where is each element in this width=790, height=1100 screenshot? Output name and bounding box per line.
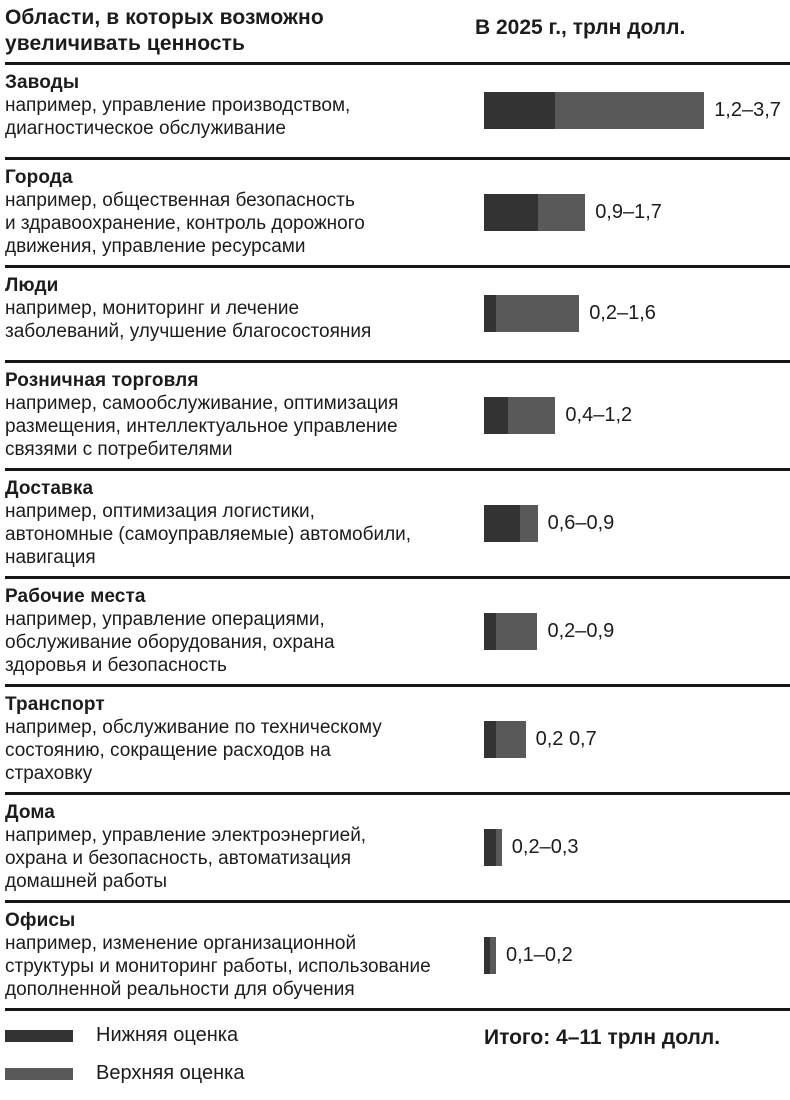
row-bar-area <box>484 477 790 569</box>
row-description-line: например, управление операциями, <box>5 609 325 630</box>
row-description-line: навигация <box>5 547 96 568</box>
row-description <box>5 824 478 893</box>
row-description <box>5 189 478 258</box>
row-description-line: охрана и безопасность, автоматизация <box>5 848 352 869</box>
row-category: Города <box>5 167 73 188</box>
estimate-bar <box>484 295 579 332</box>
legend <box>5 1024 484 1100</box>
row-category: Доставка <box>5 478 94 499</box>
row-category: Рабочие места <box>5 586 146 607</box>
row-category: Дома <box>5 802 55 823</box>
row-description-line: например, оптимизация логистики, <box>5 501 315 522</box>
estimate-bar <box>484 194 585 231</box>
row-bar-area <box>484 369 790 461</box>
estimate-bar <box>484 613 537 650</box>
chart-header <box>5 5 790 62</box>
upper-estimate-segment <box>496 295 579 332</box>
upper-estimate-swatch <box>5 1068 73 1080</box>
bar-value-label: 0,2 0,7 <box>535 727 597 750</box>
row-description-line: например, изменение организационной <box>5 933 357 954</box>
bar-value-label: 0,2–0,9 <box>547 619 615 642</box>
row-description-line: домашней работы <box>5 871 168 892</box>
row-text <box>5 477 484 569</box>
estimate-bar <box>484 721 526 758</box>
row-description-line: структуры и мониторинг работы, использование <box>5 956 431 977</box>
row-description <box>5 392 478 461</box>
row-text <box>5 166 484 258</box>
bar-value-label: 1,2–3,7 <box>714 99 781 121</box>
table-row <box>5 900 790 1008</box>
table-row <box>5 684 790 792</box>
row-description-line: например, мониторинг и лечение <box>5 298 300 319</box>
upper-estimate-label: Верхняя оценка <box>96 1062 245 1084</box>
row-category: Люди <box>5 275 59 296</box>
row-bar-area <box>484 166 790 258</box>
row-bar-area <box>484 274 790 353</box>
upper-estimate-segment <box>508 397 556 434</box>
row-description-line: связями с потребителями <box>5 439 233 460</box>
lower-estimate-segment <box>484 295 496 332</box>
upper-estimate-segment <box>496 721 526 758</box>
upper-estimate-segment <box>555 92 704 129</box>
estimate-bar <box>484 92 704 129</box>
row-description-line: дополненной реальности для обучения <box>5 979 355 1000</box>
row-description <box>5 500 478 569</box>
table-row <box>5 468 790 576</box>
row-description <box>5 932 478 1001</box>
estimate-bar <box>484 937 496 974</box>
lower-estimate-segment <box>484 397 508 434</box>
row-category: Офисы <box>5 910 76 931</box>
lower-estimate-segment <box>484 613 496 650</box>
chart-title-line-1: Области, в которых возможно <box>5 6 324 29</box>
row-description-line: движения, управление ресурсами <box>5 236 306 257</box>
row-text <box>5 369 484 461</box>
row-description-line: диагностическое обслуживание <box>5 118 286 139</box>
lower-estimate-segment <box>484 721 496 758</box>
row-description-line: и здравоохранение, контроль дорожного <box>5 213 365 234</box>
row-description-line: например, самообслуживание, оптимизация <box>5 393 399 414</box>
lower-estimate-segment <box>484 194 538 231</box>
table-row <box>5 265 790 360</box>
row-description <box>5 608 478 677</box>
lower-estimate-segment <box>484 829 496 866</box>
estimate-bar <box>484 505 538 542</box>
chart-rows <box>5 62 790 1008</box>
lower-estimate-segment <box>484 505 520 542</box>
row-description <box>5 297 478 343</box>
row-text <box>5 693 484 785</box>
upper-estimate-segment <box>490 937 496 974</box>
estimate-bar <box>484 397 555 434</box>
upper-estimate-segment <box>496 613 538 650</box>
lower-estimate-segment <box>484 92 555 129</box>
chart-title-line-2: увеличивать ценность <box>5 32 246 55</box>
row-description-line: страховку <box>5 763 93 784</box>
upper-estimate-segment <box>538 194 586 231</box>
row-description-line: автономные (самоуправляемые) автомобили, <box>5 524 412 545</box>
bar-value-label: 0,9–1,7 <box>595 200 662 223</box>
chart-title <box>5 5 475 57</box>
legend-item-upper <box>5 1062 484 1085</box>
row-bar-area <box>484 693 790 785</box>
bar-value-label: 0,4–1,2 <box>565 403 633 426</box>
row-description <box>5 716 478 785</box>
row-category: Заводы <box>5 72 80 93</box>
row-description-line: обслуживание оборудования, охрана <box>5 632 335 653</box>
row-description-line: состоянию, сокращение расходов на <box>5 740 331 761</box>
row-description-line: например, управление электроэнергией, <box>5 825 367 846</box>
bar-value-label: 0,2–0,3 <box>511 835 579 858</box>
bar-value-label: 0,1–0,2 <box>506 943 573 966</box>
value-column-header: В 2025 г., трлн долл. <box>475 16 686 39</box>
lower-estimate-swatch <box>5 1030 73 1042</box>
table-row <box>5 360 790 468</box>
bar-value-label: 0,6–0,9 <box>547 511 615 534</box>
chart-footer <box>5 1008 790 1100</box>
estimate-bar <box>484 829 502 866</box>
lower-estimate-label: Нижняя оценка <box>96 1024 239 1046</box>
row-text <box>5 909 484 1001</box>
total-label: Итого: 4–11 трлн долл. <box>484 1026 721 1049</box>
row-description-line: например, управление производством, <box>5 95 351 116</box>
table-row <box>5 792 790 900</box>
table-row <box>5 62 790 157</box>
legend-item-lower <box>5 1024 484 1047</box>
row-bar-area <box>484 585 790 677</box>
row-text <box>5 801 484 893</box>
row-description-line: например, общественная безопасность <box>5 190 355 211</box>
row-bar-area <box>484 909 790 1001</box>
row-category: Розничная торговля <box>5 370 199 391</box>
bar-value-label: 0,2–1,6 <box>589 302 656 324</box>
row-description-line: размещения, интеллектуальное управление <box>5 416 398 437</box>
row-bar-area <box>484 801 790 893</box>
row-text <box>5 274 484 353</box>
row-category: Транспорт <box>5 694 105 715</box>
row-bar-area <box>484 71 790 150</box>
row-text <box>5 71 484 150</box>
row-description-line: заболеваний, улучшение благосостояния <box>5 321 372 342</box>
row-text <box>5 585 484 677</box>
row-description-line: например, обслуживание по техническому <box>5 717 382 738</box>
table-row <box>5 576 790 684</box>
table-row <box>5 157 790 265</box>
row-description <box>5 94 478 140</box>
upper-estimate-segment <box>520 505 538 542</box>
upper-estimate-segment <box>496 829 502 866</box>
row-description-line: здоровья и безопасность <box>5 655 227 676</box>
